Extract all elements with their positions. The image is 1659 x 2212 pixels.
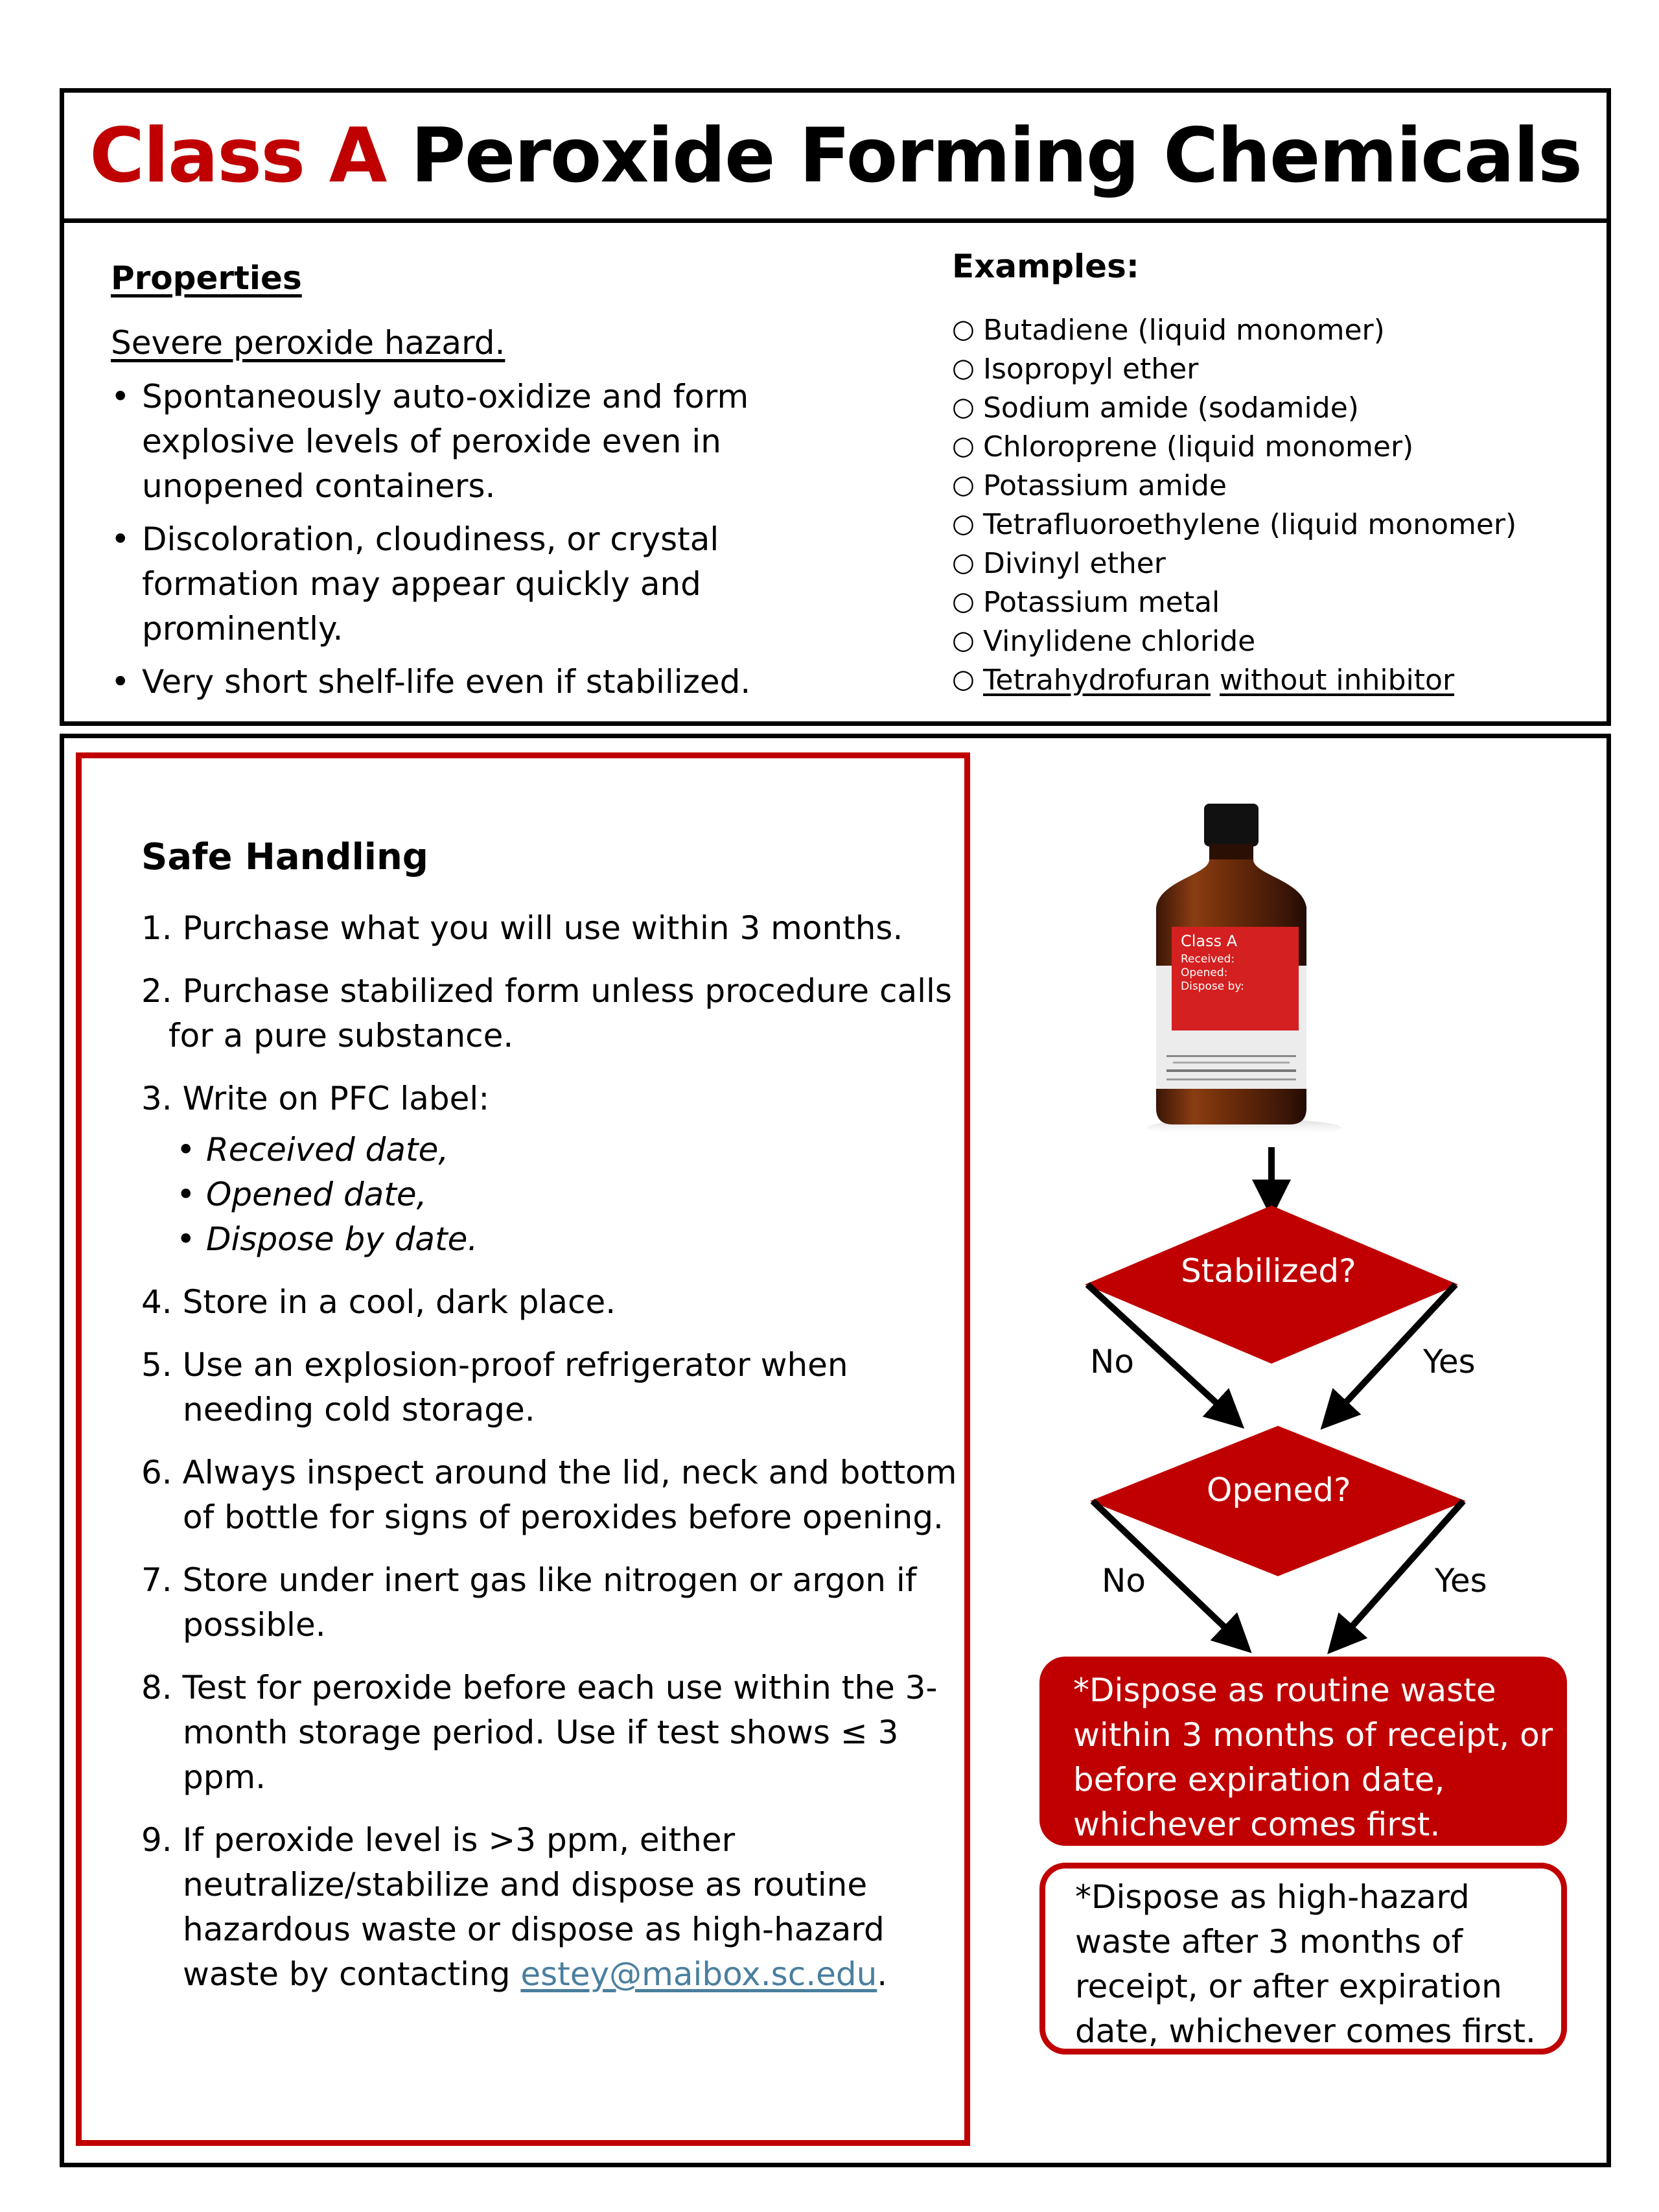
- branch-yes-1: Yes: [1423, 1343, 1476, 1380]
- title-rest: Peroxide Forming Chemicals: [410, 111, 1582, 200]
- example-item: ○ Potassium metal: [952, 583, 1516, 622]
- label-field-item: • Opened date,: [176, 1172, 971, 1217]
- bottle-cap: [1204, 804, 1259, 846]
- branch-no-1: No: [1090, 1343, 1134, 1380]
- handling-step: 7. Store under inert gas like nitrogen or argon if possible.: [141, 1561, 917, 1644]
- handling-step: [141, 1077, 971, 1262]
- handling-step: 5. Use an explosion-proof refrigerator when needing cold storage.: [141, 1346, 848, 1428]
- example-item: ○ Potassium amide: [952, 467, 1516, 506]
- example-item: ○ Vinylidene chloride: [952, 622, 1516, 661]
- examples-heading: Examples:: [952, 248, 1139, 285]
- bottle-label-title: Class A: [1181, 932, 1238, 950]
- examples-list: [952, 311, 1516, 700]
- handling-step: 2. Purchase stabilized form unless procedure calls for a pure substance.: [141, 972, 952, 1054]
- high-hazard-disposal-box: *Dispose as high-hazard waste after 3 months of receipt, or after expiration date, whichever comes first.: [1039, 1863, 1567, 2055]
- bottle-label-dispose: Dispose by:: [1181, 980, 1244, 993]
- safe-handling-heading: Safe Handling: [141, 836, 428, 878]
- bottle-label-received: Received:: [1181, 953, 1235, 966]
- thf-qualifier: without inhibitor: [1220, 664, 1455, 697]
- bottle-label-opened: Opened:: [1181, 966, 1228, 979]
- example-item: ○ Sodium amide (sodamide): [952, 389, 1516, 428]
- safe-handling-panel: [76, 752, 970, 2146]
- example-item: ○ Divinyl ether: [952, 544, 1516, 583]
- severe-hazard-text: Severe peroxide hazard.: [111, 324, 505, 362]
- step-9-text: 9. If peroxide level is >3 ppm, either neutralize/stabilize and dispose as routine hazardous waste or dispose as high-hazard waste by contacting: [141, 1821, 885, 1993]
- title-box: [60, 88, 1611, 223]
- example-item: ○ Butadiene (liquid monomer): [952, 311, 1516, 350]
- step-9-end: .: [877, 1955, 888, 1993]
- page-title: [89, 112, 1581, 200]
- handling-step: 6. Always inspect around the lid, neck and bottom of bottle for signs of peroxides before opening.: [141, 1454, 957, 1536]
- label-field-item: • Dispose by date.: [176, 1217, 971, 1262]
- routine-disposal-box: *Dispose as routine waste within 3 months of receipt, or before expiration date, whichever comes first.: [1039, 1657, 1567, 1846]
- properties-list: [111, 375, 824, 713]
- handling-step-9: [141, 1818, 971, 1997]
- opened-question: Opened?: [1207, 1471, 1351, 1509]
- property-item: • Discoloration, cloudiness, or crystal formation may appear quickly and prominently.: [111, 517, 824, 651]
- example-item-thf: [952, 661, 1516, 700]
- example-item: ○ Isopropyl ether: [952, 350, 1516, 389]
- properties-panel: [60, 220, 1611, 726]
- example-item: ○ Tetrafluoroethylene (liquid monomer): [952, 506, 1516, 544]
- label-field-item: • Received date,: [176, 1128, 971, 1172]
- stabilized-question: Stabilized?: [1181, 1252, 1356, 1290]
- handling-steps: [141, 906, 971, 2015]
- example-item: ○ Chloroprene (liquid monomer): [952, 428, 1516, 467]
- step-3-text: 3. Write on PFC label:: [141, 1080, 490, 1117]
- property-item: • Very short shelf-life even if stabilized.: [111, 660, 824, 704]
- thf-name: Tetrahydrofuran: [983, 664, 1211, 697]
- property-item: • Spontaneously auto-oxidize and form explosive levels of peroxide even in unopened containers.: [111, 375, 824, 509]
- branch-no-2: No: [1102, 1562, 1146, 1600]
- title-highlight: Class A: [89, 111, 386, 200]
- chemical-bottle-image: [1121, 804, 1341, 1141]
- branch-yes-2: Yes: [1435, 1562, 1487, 1600]
- handling-step: 1. Purchase what you will use within 3 months.: [141, 909, 903, 947]
- handling-step: 4. Store in a cool, dark place.: [141, 1283, 616, 1321]
- properties-heading: Properties: [111, 259, 302, 297]
- contact-email-link[interactable]: estey@maibox.sc.edu: [520, 1955, 877, 1993]
- bottle-neck: [1209, 844, 1253, 859]
- label-fields-list: [141, 1128, 971, 1262]
- handling-step: 8. Test for peroxide before each use within the 3-month storage period. Use if test shows ≤ 3 ppm.: [141, 1669, 938, 1796]
